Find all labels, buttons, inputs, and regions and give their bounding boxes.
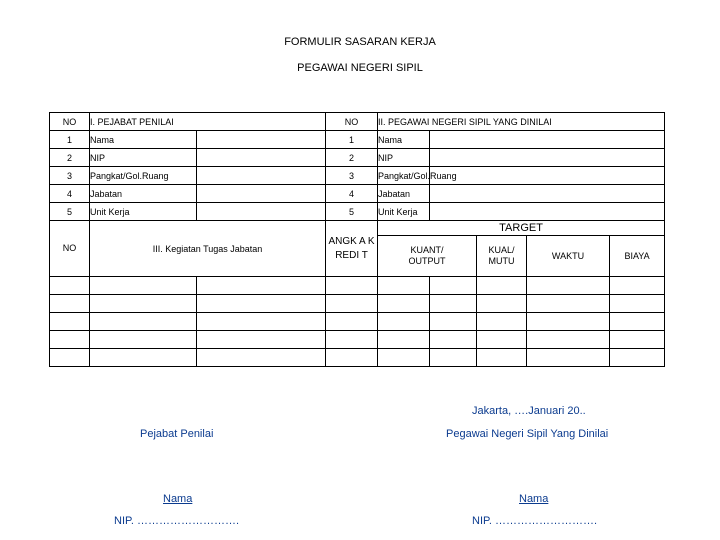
row-number: 4 xyxy=(326,185,378,203)
kuant-output-header: KUANT/ OUTPUT xyxy=(378,236,477,277)
activity-row xyxy=(50,349,665,367)
form-table xyxy=(49,112,665,367)
kual-mutu-header: KUAL/ MUTU xyxy=(477,236,527,277)
row-number: 2 xyxy=(50,149,90,167)
activity-row xyxy=(50,277,665,295)
field-value-cell[interactable] xyxy=(197,203,326,221)
field-value-cell[interactable] xyxy=(197,131,326,149)
field-value-cell[interactable] xyxy=(430,185,665,203)
section-header-row xyxy=(50,113,665,131)
target-header: TARGET xyxy=(378,221,665,236)
section1-title: I. PEJABAT PENILAI xyxy=(90,113,326,131)
row-number: 2 xyxy=(326,149,378,167)
section2-title: II. PEGAWAI NEGERI SIPIL YANG DINILAI xyxy=(378,113,665,131)
row-number: 1 xyxy=(50,131,90,149)
row-number: 5 xyxy=(326,203,378,221)
angka-kredit-header: ANGK A KREDI T xyxy=(326,221,378,277)
left-signatory-name[interactable]: Nama xyxy=(163,493,193,505)
field-label: Pangkat/Gol.Ruang xyxy=(378,167,430,185)
section2-no-header: NO xyxy=(326,113,378,131)
identity-row xyxy=(50,167,665,185)
field-label: Unit Kerja xyxy=(378,203,430,221)
field-label: Nama xyxy=(90,131,197,149)
field-label: Unit Kerja xyxy=(90,203,197,221)
identity-row xyxy=(50,185,665,203)
field-label: NIP xyxy=(90,149,197,167)
form-subtitle: PEGAWAI NEGERI SIPIL xyxy=(297,62,423,74)
right-signatory-role: Pegawai Negeri Sipil Yang Dinilai xyxy=(446,428,609,440)
field-label: Jabatan xyxy=(378,185,430,203)
field-value-cell[interactable] xyxy=(197,185,326,203)
field-value-cell[interactable] xyxy=(430,167,665,185)
waktu-header: WAKTU xyxy=(527,236,610,277)
row-number: 1 xyxy=(326,131,378,149)
activity-row xyxy=(50,295,665,313)
activity-row xyxy=(50,331,665,349)
field-value-cell[interactable] xyxy=(430,203,665,221)
field-value-cell[interactable] xyxy=(430,149,665,167)
field-value-cell[interactable] xyxy=(430,131,665,149)
section3-no-header: NO xyxy=(50,221,90,277)
field-label: Pangkat/Gol.Ruang xyxy=(90,167,197,185)
place-date: Jakarta, ….Januari 20.. xyxy=(472,405,586,417)
identity-row xyxy=(50,203,665,221)
field-label: NIP xyxy=(378,149,430,167)
row-number: 3 xyxy=(326,167,378,185)
row-number: 4 xyxy=(50,185,90,203)
biaya-header: BIAYA xyxy=(610,236,665,277)
identity-row xyxy=(50,131,665,149)
section3-header-row-top xyxy=(50,221,665,236)
section3-title: III. Kegiatan Tugas Jabatan xyxy=(90,221,326,277)
field-label: Jabatan xyxy=(90,185,197,203)
activity-row xyxy=(50,313,665,331)
right-signatory-name[interactable]: Nama xyxy=(519,493,549,505)
field-label: Nama xyxy=(378,131,430,149)
row-number: 5 xyxy=(50,203,90,221)
left-signatory-role: Pejabat Penilai xyxy=(140,428,214,440)
right-signatory-nip: NIP. ………………………. xyxy=(472,515,598,527)
field-value-cell[interactable] xyxy=(197,167,326,185)
identity-row xyxy=(50,149,665,167)
form-title: FORMULIR SASARAN KERJA xyxy=(284,36,436,48)
row-number: 3 xyxy=(50,167,90,185)
left-signatory-nip: NIP. ………………………. xyxy=(114,515,240,527)
field-value-cell[interactable] xyxy=(197,149,326,167)
section1-no-header: NO xyxy=(50,113,90,131)
